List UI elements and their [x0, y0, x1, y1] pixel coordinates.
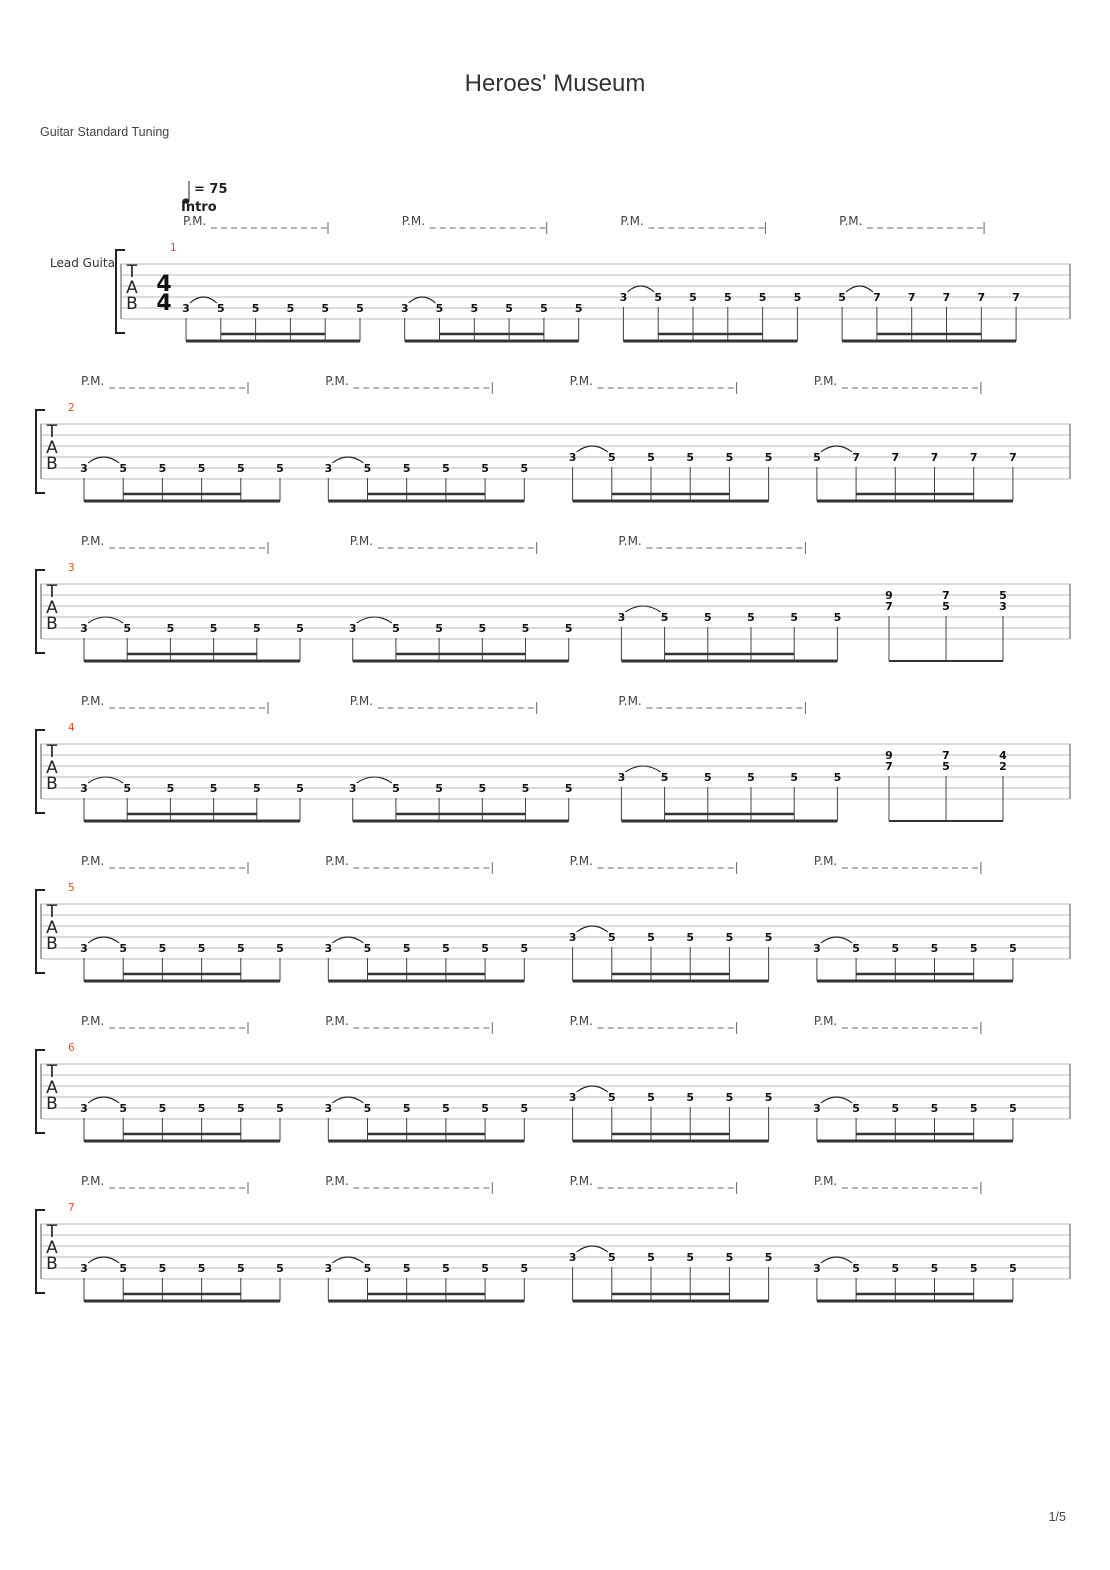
- fret-number: 5: [703, 611, 712, 624]
- fret-number: 5: [296, 782, 304, 795]
- fret-number: 5: [402, 942, 411, 955]
- fret-number: 4: [999, 749, 1007, 762]
- page-number: 1/5: [1048, 1510, 1066, 1524]
- tie-arc: [846, 286, 873, 292]
- tab-letter-t: T: [126, 262, 138, 282]
- palm-mute-label: P.M.: [81, 534, 105, 548]
- fret-number: 5: [647, 451, 655, 464]
- fret-number: 3: [568, 451, 577, 464]
- fret-number: 5: [119, 462, 128, 475]
- fret-number: 5: [647, 1251, 655, 1264]
- fret-number: 3: [324, 462, 333, 475]
- tie-arc: [332, 1257, 363, 1263]
- fret-number: 5: [852, 1262, 860, 1275]
- tie-arc: [821, 937, 852, 943]
- tab-letter-t: T: [46, 582, 58, 602]
- fret-number: 3: [999, 600, 1007, 613]
- fret-number: 5: [647, 1091, 655, 1104]
- fret-number: 5: [478, 622, 487, 635]
- fret-number: 5: [236, 1262, 245, 1275]
- fret-number: 3: [619, 291, 628, 304]
- fret-number: 5: [470, 302, 479, 315]
- fret-number: 5: [236, 942, 245, 955]
- tie-arc: [627, 286, 654, 292]
- palm-mute-label: P.M.: [569, 1014, 593, 1028]
- fret-number: 5: [158, 1262, 167, 1275]
- fret-number: 5: [999, 589, 1007, 602]
- fret-number: 5: [251, 302, 260, 315]
- fret-number: 5: [813, 451, 821, 464]
- tab-letter-a: A: [126, 278, 138, 298]
- fret-number: 5: [607, 931, 616, 944]
- fret-number: 3: [182, 302, 190, 315]
- fret-number: 5: [442, 1262, 450, 1275]
- palm-mute-label: P.M.: [839, 214, 863, 228]
- fret-number: 5: [481, 1102, 489, 1115]
- fret-number: 5: [1009, 942, 1017, 955]
- palm-mute-label: P.M.: [81, 854, 105, 868]
- fret-number: 5: [942, 600, 950, 613]
- tie-arc: [577, 1086, 608, 1092]
- fret-number: 3: [324, 942, 333, 955]
- fret-number: 7: [977, 291, 986, 304]
- fret-number: 5: [197, 462, 206, 475]
- palm-mute-label: P.M.: [618, 534, 642, 548]
- palm-mute-label: P.M.: [325, 1174, 349, 1188]
- fret-number: 5: [790, 771, 799, 784]
- palm-mute-label: P.M.: [325, 374, 349, 388]
- tab-letter-t: T: [46, 902, 58, 922]
- fret-number: 5: [481, 462, 489, 475]
- fret-number: 5: [660, 611, 669, 624]
- fret-number: 5: [216, 302, 225, 315]
- fret-number: 3: [813, 1102, 821, 1115]
- tie-arc: [190, 297, 217, 303]
- fret-number: 3: [80, 782, 88, 795]
- tie-arc: [821, 446, 852, 452]
- fret-number: 3: [80, 942, 88, 955]
- fret-number: 3: [80, 462, 88, 475]
- fret-number: 5: [520, 1262, 529, 1275]
- palm-mute-label: P.M.: [81, 694, 105, 708]
- fret-number: 5: [119, 1262, 128, 1275]
- fret-number: 5: [197, 942, 206, 955]
- tie-arc: [88, 457, 119, 463]
- fret-number: 5: [520, 1102, 529, 1115]
- fret-number: 5: [654, 291, 663, 304]
- tie-arc: [332, 937, 363, 943]
- tab-letter-t: T: [46, 1222, 58, 1242]
- fret-number: 5: [363, 462, 372, 475]
- fret-number: 7: [885, 600, 893, 613]
- measure-number: 3: [68, 562, 75, 574]
- fret-number: 5: [930, 1102, 939, 1115]
- fret-number: 5: [540, 302, 548, 315]
- measure-number: 7: [68, 1202, 75, 1214]
- fret-number: 5: [686, 931, 695, 944]
- tie-arc: [88, 1097, 119, 1103]
- palm-mute-label: P.M.: [618, 694, 642, 708]
- fret-number: 5: [564, 782, 573, 795]
- fret-number: 7: [930, 451, 939, 464]
- palm-mute-label: P.M.: [813, 1014, 838, 1028]
- fret-number: 5: [930, 1262, 939, 1275]
- fret-number: 5: [435, 622, 443, 635]
- tie-arc: [88, 1257, 119, 1263]
- measure-number: 6: [68, 1042, 75, 1054]
- fret-number: 5: [891, 1102, 900, 1115]
- tie-arc: [409, 297, 436, 303]
- fret-number: 5: [686, 1091, 695, 1104]
- tab-letter-a: A: [46, 918, 58, 938]
- fret-number: 7: [969, 451, 978, 464]
- fret-number: 5: [852, 942, 860, 955]
- fret-number: 5: [521, 782, 530, 795]
- palm-mute-label: P.M.: [569, 1174, 593, 1188]
- fret-number: 5: [969, 1262, 978, 1275]
- fret-number: 5: [764, 451, 773, 464]
- tie-arc: [577, 446, 608, 452]
- fret-number: 5: [435, 782, 443, 795]
- fret-number: 5: [574, 302, 583, 315]
- fret-number: 3: [348, 782, 357, 795]
- fret-number: 7: [942, 749, 950, 762]
- tab-letter-b: B: [126, 294, 138, 314]
- fret-number: 5: [686, 1251, 695, 1264]
- fret-number: 5: [158, 942, 167, 955]
- fret-number: 7: [942, 291, 951, 304]
- palm-mute-label: P.M.: [325, 854, 349, 868]
- fret-number: 2: [999, 760, 1007, 773]
- fret-number: 5: [607, 1091, 616, 1104]
- fret-number: 5: [478, 782, 487, 795]
- fret-number: 5: [764, 1251, 773, 1264]
- fret-number: 5: [197, 1102, 206, 1115]
- fret-number: 3: [80, 622, 88, 635]
- tab-letter-a: A: [46, 1238, 58, 1258]
- fret-number: 5: [725, 931, 734, 944]
- fret-number: 5: [166, 782, 175, 795]
- fret-number: 5: [764, 1091, 773, 1104]
- fret-number: 5: [747, 771, 755, 784]
- time-signature-bottom: 4: [156, 291, 172, 316]
- fret-number: 5: [197, 1262, 206, 1275]
- fret-number: 5: [725, 1091, 734, 1104]
- fret-number: 5: [723, 291, 732, 304]
- fret-number: 5: [363, 1102, 372, 1115]
- fret-number: 3: [400, 302, 409, 315]
- tab-letter-b: B: [46, 614, 58, 634]
- fret-number: 5: [891, 942, 900, 955]
- tab-letter-a: A: [46, 598, 58, 618]
- fret-number: 5: [520, 462, 529, 475]
- fret-number: 3: [568, 1091, 577, 1104]
- tie-arc: [88, 937, 119, 943]
- fret-number: 5: [402, 1102, 411, 1115]
- fret-number: 3: [617, 771, 626, 784]
- fret-number: 3: [348, 622, 357, 635]
- fret-number: 5: [123, 782, 132, 795]
- fret-number: 5: [236, 462, 245, 475]
- fret-number: 5: [703, 771, 712, 784]
- fret-number: 5: [1009, 1102, 1017, 1115]
- tab-letter-b: B: [46, 774, 58, 794]
- fret-number: 5: [442, 1102, 450, 1115]
- fret-number: 5: [209, 622, 218, 635]
- tab-letter-a: A: [46, 1078, 58, 1098]
- instrument-name: Lead Guita: [50, 256, 115, 270]
- section-label: Intro: [181, 200, 217, 215]
- measure-number: 4: [68, 722, 75, 734]
- tempo-marking: = 75: [194, 182, 228, 197]
- fret-number: 5: [321, 302, 330, 315]
- fret-number: 5: [158, 1102, 167, 1115]
- palm-mute-label: P.M.: [349, 534, 374, 548]
- fret-number: 5: [442, 942, 450, 955]
- tie-arc: [625, 766, 660, 772]
- tab-letter-a: A: [46, 438, 58, 458]
- fret-number: 5: [402, 462, 411, 475]
- fret-number: 7: [1009, 451, 1017, 464]
- tab-letter-b: B: [46, 1254, 58, 1274]
- fret-number: 5: [520, 942, 529, 955]
- fret-number: 5: [296, 622, 304, 635]
- fret-number: 5: [1009, 1262, 1017, 1275]
- fret-number: 5: [564, 622, 573, 635]
- fret-number: 5: [252, 622, 261, 635]
- fret-number: 5: [833, 611, 842, 624]
- fret-number: 5: [660, 771, 669, 784]
- fret-number: 5: [891, 1262, 900, 1275]
- fret-number: 3: [617, 611, 626, 624]
- tie-arc: [577, 1246, 608, 1252]
- tie-arc: [357, 777, 392, 783]
- fret-number: 5: [276, 942, 284, 955]
- tab-letter-b: B: [46, 454, 58, 474]
- fret-number: 5: [363, 942, 372, 955]
- palm-mute-label: P.M.: [620, 214, 644, 228]
- fret-number: 5: [758, 291, 767, 304]
- tab-letter-t: T: [46, 742, 58, 762]
- measure-number: 5: [68, 882, 75, 894]
- palm-mute-label: P.M.: [813, 1174, 838, 1188]
- fret-number: 5: [764, 931, 773, 944]
- fret-number: 5: [252, 782, 261, 795]
- fret-number: 5: [166, 622, 175, 635]
- palm-mute-label: P.M.: [81, 374, 105, 388]
- fret-number: 9: [885, 749, 893, 762]
- fret-number: 7: [885, 760, 893, 773]
- tab-letter-b: B: [46, 1094, 58, 1114]
- fret-number: 5: [363, 1262, 372, 1275]
- fret-number: 5: [356, 302, 364, 315]
- tab-letter-a: A: [46, 758, 58, 778]
- tie-arc: [88, 617, 123, 623]
- fret-number: 7: [907, 291, 916, 304]
- fret-number: 3: [324, 1102, 333, 1115]
- fret-number: 5: [435, 302, 444, 315]
- fret-number: 5: [852, 1102, 860, 1115]
- tie-arc: [332, 1097, 363, 1103]
- palm-mute-label: P.M.: [81, 1174, 105, 1188]
- fret-number: 3: [80, 1262, 88, 1275]
- fret-number: 3: [80, 1102, 88, 1115]
- fret-number: 5: [689, 291, 697, 304]
- tuning-label: Guitar Standard Tuning: [40, 125, 170, 139]
- fret-number: 5: [942, 760, 950, 773]
- fret-number: 9: [885, 589, 893, 602]
- palm-mute-label: P.M.: [569, 374, 593, 388]
- fret-number: 5: [607, 1251, 616, 1264]
- tie-arc: [821, 1257, 852, 1263]
- fret-number: 5: [930, 942, 939, 955]
- score-title: Heroes' Museum: [464, 70, 646, 97]
- fret-number: 5: [793, 291, 802, 304]
- fret-number: 5: [521, 622, 530, 635]
- palm-mute-label: P.M.: [325, 1014, 349, 1028]
- fret-number: 5: [158, 462, 167, 475]
- fret-number: 5: [286, 302, 295, 315]
- fret-number: 7: [942, 589, 950, 602]
- tie-arc: [821, 1097, 852, 1103]
- palm-mute-label: P.M.: [813, 854, 838, 868]
- fret-number: 7: [891, 451, 900, 464]
- fret-number: 3: [568, 931, 577, 944]
- fret-number: 5: [236, 1102, 245, 1115]
- measure-number: 2: [68, 402, 75, 414]
- fret-number: 5: [647, 931, 655, 944]
- fret-number: 5: [276, 1262, 284, 1275]
- fret-number: 3: [813, 942, 821, 955]
- fret-number: 5: [276, 462, 284, 475]
- palm-mute-label: P.M.: [81, 1014, 105, 1028]
- fret-number: 5: [505, 302, 513, 315]
- palm-mute-label: P.M.: [183, 214, 207, 228]
- fret-number: 5: [686, 451, 695, 464]
- time-signature-top: 4: [156, 272, 172, 297]
- fret-number: 5: [838, 291, 846, 304]
- fret-number: 5: [833, 771, 842, 784]
- fret-number: 5: [276, 1102, 284, 1115]
- fret-number: 5: [209, 782, 218, 795]
- fret-number: 5: [402, 1262, 411, 1275]
- fret-number: 7: [873, 291, 881, 304]
- fret-number: 3: [813, 1262, 821, 1275]
- tie-arc: [577, 926, 608, 932]
- tab-letter-t: T: [46, 1062, 58, 1082]
- fret-number: 5: [119, 1102, 128, 1115]
- fret-number: 5: [607, 451, 616, 464]
- fret-number: 5: [790, 611, 799, 624]
- fret-number: 3: [568, 1251, 577, 1264]
- tie-arc: [332, 457, 363, 463]
- fret-number: 3: [324, 1262, 333, 1275]
- tab-letter-t: T: [46, 422, 58, 442]
- fret-number: 5: [969, 942, 978, 955]
- fret-number: 5: [392, 782, 400, 795]
- fret-number: 7: [1012, 291, 1020, 304]
- tab-letter-b: B: [46, 934, 58, 954]
- fret-number: 5: [725, 1251, 734, 1264]
- palm-mute-label: P.M.: [813, 374, 838, 388]
- fret-number: 7: [852, 451, 860, 464]
- palm-mute-label: P.M.: [401, 214, 426, 228]
- fret-number: 5: [442, 462, 450, 475]
- fret-number: 5: [481, 1262, 489, 1275]
- fret-number: 5: [747, 611, 755, 624]
- palm-mute-label: P.M.: [569, 854, 593, 868]
- fret-number: 5: [123, 622, 132, 635]
- fret-number: 5: [969, 1102, 978, 1115]
- fret-number: 5: [481, 942, 489, 955]
- fret-number: 5: [725, 451, 734, 464]
- tie-arc: [357, 617, 392, 623]
- fret-number: 5: [392, 622, 400, 635]
- measure-number: 1: [170, 242, 177, 254]
- tie-arc: [88, 777, 123, 783]
- tie-arc: [625, 606, 660, 612]
- fret-number: 5: [119, 942, 128, 955]
- palm-mute-label: P.M.: [349, 694, 374, 708]
